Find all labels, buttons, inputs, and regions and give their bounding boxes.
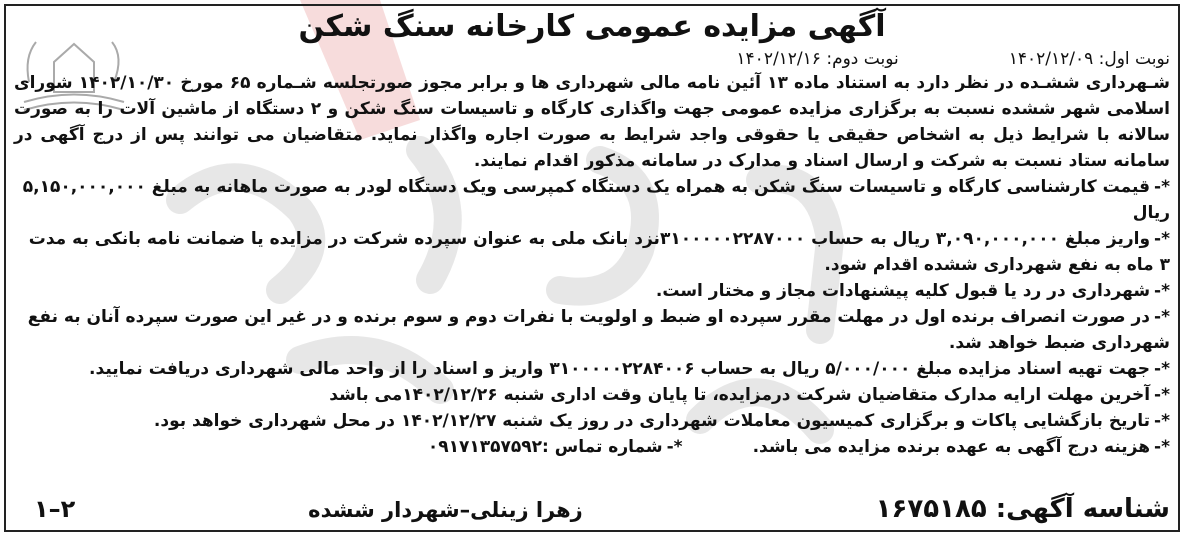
fee-note: هزینه درج آگهی به عهده برنده مزایده می باشد.	[752, 437, 1151, 457]
bullet-symbol: *-	[1154, 437, 1170, 457]
bullet-symbol: *-	[1154, 307, 1170, 327]
advertisement-footer	[14, 494, 1170, 524]
condition-item: *-جهت تهیه اسناد مزایده مبلغ ۵/۰۰۰/۰۰۰ ریال به حساب ۳۱۰۰۰۰۰۲۲۸۴۰۰۶ واریز و اسناد را از واحد مالی شهرداری دریافت نمایید.	[89, 359, 1170, 379]
bullet-symbol: *-	[1154, 177, 1170, 197]
mayor-signature: زهرا زینلی–شهردار ششده	[308, 498, 583, 522]
bullet-symbol: *-	[1154, 411, 1170, 431]
contact-number: شماره تماس :۰۹۱۷۱۳۵۷۵۹۲	[427, 437, 663, 457]
bullet-symbol: *-	[1154, 359, 1170, 379]
first-publication	[1009, 48, 1170, 70]
advertisement-content	[14, 8, 1170, 530]
intro-paragraph: شـهرداری ششـده در نظر دارد به استناد ماده ۱۳ آئین نامه مالی شهرداری ها و برابر مجوز صورتجلسه شـماره ۶۵ مورخ ۱۴۰۲/۱۰/۳۰ شورای اسلامی شهر ششده نسبت به برگزاری مزایده عمومی جهت واگذاری کارگاه و تاسیسات سنگ شکن و ۲ دستگاه از ماشین آلات را به صورت سالانه با شرایط ذیل به اشخاص حقیقی یا حقوقی واجد شرایط به صورت اجاره واگذار نماید. متقاضیان می توانند پس از درج آگهی در سامانه ستاد نسبت به شرکت و ارسال اسناد و مدارک در سامانه مذکور اقدام نمایند.	[14, 73, 1171, 171]
condition-item: *-واریز مبلغ ۳,۰۹۰,۰۰۰,۰۰۰ ریال به حساب ۳۱۰۰۰۰۰۲۲۸۷۰۰۰نزد بانک ملی به عنوان سپرده شرکت در مزایده یا ضمانت نامه بانکی به مدت ۳ ماه به نفع شهرداری ششده اقدام شود.	[28, 229, 1170, 275]
conditions-list	[14, 174, 1170, 460]
condition-item: *-قیمت کارشناسی کارگاه و تاسیسات سنگ شکن به همراه یک دستگاه کمپرسی ویک دستگاه لودر به صورت ماهانه به مبلغ ۵,۱۵۰,۰۰۰,۰۰۰ ریال	[22, 177, 1170, 223]
publication-dates	[14, 48, 1170, 70]
bullet-symbol: *-	[1154, 281, 1170, 301]
condition-item: *-در صورت انصراف برنده اول در مهلت مقرر سپرده او ضبط و اولویت با نفرات دوم و سوم برنده و در غیر این صورت سپرده آنان به نفع شهرداری ضبط خواهد شد.	[27, 307, 1170, 353]
second-publication-label: نوبت دوم:	[826, 49, 899, 69]
condition-item: *-شهرداری در رد یا قبول کلیه پیشنهادات مجاز و مختار است.	[655, 281, 1170, 301]
first-publication-label: نوبت اول:	[1098, 49, 1170, 69]
page-title: آگهی مزایده عمومی کارخانه سنگ شکن	[298, 9, 886, 44]
bullet-symbol: *-	[666, 437, 683, 457]
bullet-symbol: *-	[1154, 229, 1170, 249]
condition-item: *-آخرین مهلت ارایه مدارک متقاضیان شرکت درمزایده، تا پایان وقت اداری شنبه ۱۴۰۲/۱۲/۲۶می باشد	[329, 385, 1170, 405]
condition-item-last	[14, 434, 1170, 460]
second-publication	[736, 48, 898, 70]
first-publication-date: ۱۴۰۲/۱۲/۰۹	[1008, 49, 1094, 69]
condition-item: *-تاریخ بازگشایی پاکات و برگزاری کمیسیون معاملات شهرداری در روز یک شنبه ۱۴۰۲/۱۲/۲۷ در محل شهرداری خواهد بود.	[153, 411, 1170, 431]
second-publication-date: ۱۴۰۲/۱۲/۱۶	[736, 49, 821, 69]
ad-code: ۲–۱	[34, 495, 76, 523]
bullet-symbol: *-	[1154, 385, 1170, 405]
ad-id: شناسه آگهی: ۱۶۷۵۱۸۵	[875, 494, 1170, 524]
